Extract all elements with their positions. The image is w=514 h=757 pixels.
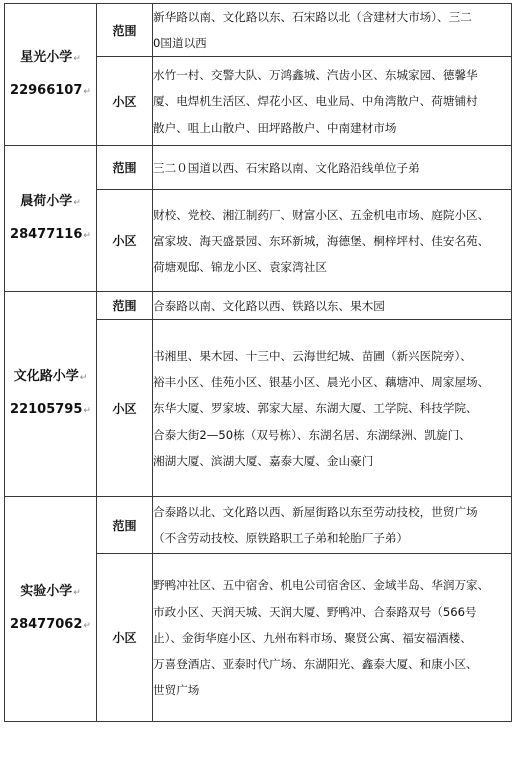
school-cell: [5, 497, 97, 722]
area-line: 散户、咀上山散户、田坪路散户、中南建材市场: [153, 120, 397, 135]
scope-line: 合泰路以北、文化路以西、新屋街路以东至劳动技校，世贸广场: [153, 505, 478, 520]
scope-line: 三二０国道以西、石宋路以南、文化路沿线单位子弟: [153, 160, 420, 175]
area-line: 市政小区、天润天城、天润大厦、野鸭冲、合泰路双号（566号: [153, 604, 477, 619]
scope-line: 0国道以西: [153, 36, 207, 51]
school-phone-line: [5, 225, 96, 246]
scope-label: 范围: [97, 497, 153, 554]
area-line: 厦、电焊机生活区、焊花小区、电业局、中角湾散户、荷塘铺村: [153, 94, 478, 109]
school-name: 文化路小学: [13, 369, 79, 385]
school-name-line: [5, 192, 96, 213]
scope-line: 新华路以南、文化路以东、石宋路以北（含建材大市场）、三二: [153, 10, 472, 24]
area-label: 小区: [97, 554, 153, 722]
scope-label: 范围: [97, 4, 153, 57]
area-line: 财校、党校、湘江制药厂、财富小区、五金机电市场、庭院小区、: [153, 207, 490, 222]
school-name: 实验小学: [20, 584, 73, 600]
school-cell: [5, 292, 97, 497]
area-content: [153, 554, 512, 722]
area-line: 富家坡、海天盛景园、东环新城，海德堡、桐梓坪村、佳安名苑、: [153, 233, 490, 248]
area-content: [153, 57, 512, 146]
area-line: 世贸广场: [153, 683, 200, 698]
scope-content: [153, 4, 512, 57]
return-mark: ↵: [83, 406, 91, 417]
school-name-line: [5, 582, 96, 603]
school-district-table: [4, 3, 512, 722]
return-mark: ↵: [73, 588, 81, 599]
area-label: 小区: [97, 190, 153, 292]
area-line: 湘湖大厦、滨湖大厦、嘉泰大厦、金山豪门: [153, 453, 374, 468]
area-content: [153, 320, 512, 497]
school-phone-line: [5, 81, 96, 102]
area-line: 野鸭冲社区、五中宿舍、机电公司宿舍区、金域半岛、华润万家、: [153, 578, 490, 593]
area-line: 止）、金街华庭小区、九州布料市场、聚贤公寓、福安福酒楼、: [153, 630, 472, 645]
scope-row: [5, 292, 512, 320]
area-line: 东华大厦、罗家坡、郭家大屋、东湖大厦、工学院、科技学院、: [153, 401, 478, 416]
return-mark: ↵: [83, 86, 91, 97]
school-name: 星光小学: [20, 49, 73, 65]
area-line: 合泰大街2—50栋（双号栋）、东湖名居、东湖绿洲、凯旋门、: [153, 427, 471, 442]
school-cell: [5, 4, 97, 146]
school-phone: 22966107: [10, 82, 83, 98]
school-cell: [5, 146, 97, 292]
area-line: 裕丰小区、佳苑小区、银基小区、晨光小区、藕塘冲、周家屋场、: [153, 375, 490, 390]
scope-row: [5, 4, 512, 57]
area-label: 小区: [97, 320, 153, 497]
school-name-line: [5, 367, 96, 388]
scope-label: 范围: [97, 146, 153, 190]
area-content: [153, 190, 512, 292]
school-phone: 22105795: [10, 402, 83, 418]
return-mark: ↵: [79, 373, 88, 384]
table-body: [5, 4, 512, 722]
return-mark: ↵: [73, 53, 81, 64]
scope-content: [153, 146, 512, 190]
school-name-line: [5, 48, 96, 69]
scope-row: [5, 497, 512, 554]
school-name: 晨荷小学: [20, 193, 73, 209]
area-label: 小区: [97, 57, 153, 146]
scope-line: （不含劳动技校、原铁路职工子弟和轮胎厂子弟）: [153, 531, 409, 546]
school-phone: 28477062: [10, 617, 83, 633]
area-line: 荷塘观邸、锦龙小区、袁家湾社区: [153, 260, 327, 274]
school-phone-line: [5, 400, 96, 421]
return-mark: ↵: [83, 621, 91, 632]
scope-label: 范围: [97, 292, 153, 320]
school-phone-line: [5, 615, 96, 636]
return-mark: ↵: [73, 197, 81, 208]
scope-line: 合泰路以南、文化路以西、铁路以东、果木园: [153, 298, 385, 313]
area-line: 水竹一村、交警大队、万鸿鑫城、汽齿小区、东城家园、德馨华: [153, 68, 478, 83]
scope-row: [5, 146, 512, 190]
scope-content: [153, 292, 512, 320]
area-line: 万喜登酒店、亚泰时代广场、东湖阳光、鑫泰大厦、和康小区、: [153, 657, 478, 671]
area-line: 书湘里、果木园、十三中、云海世纪城、苗圃（新兴医院旁）、: [153, 348, 472, 363]
school-phone: 28477116: [10, 226, 83, 242]
scope-content: [153, 497, 512, 554]
return-mark: ↵: [83, 230, 91, 241]
